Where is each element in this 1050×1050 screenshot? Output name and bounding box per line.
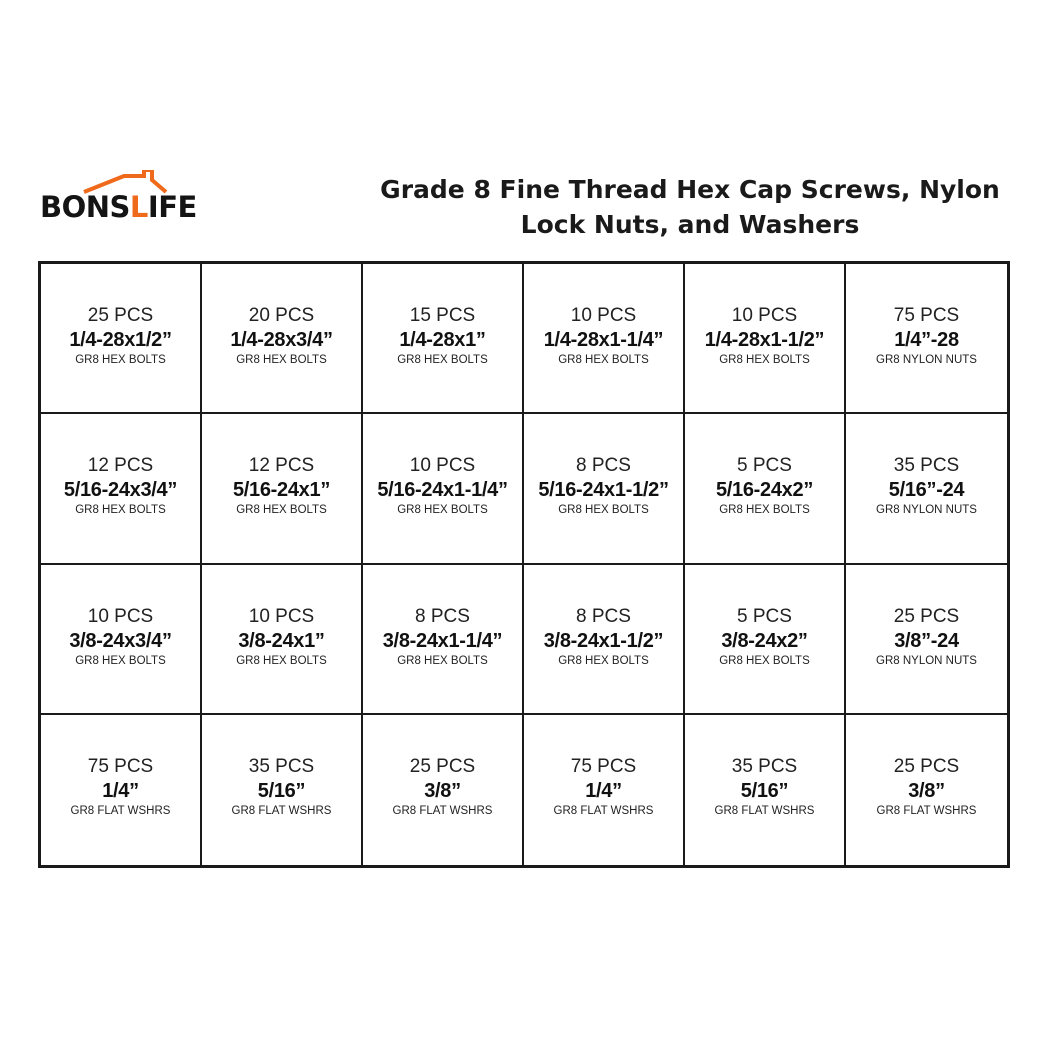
cell-description: GR8 FLAT WSHRS [231,804,332,817]
cell-description: GR8 NYLON NUTS [876,504,977,517]
cell-description: GR8 HEX BOLTS [236,354,327,366]
cell-quantity: 35 PCS [893,455,960,477]
title-line-1: Grade 8 Fine Thread Hex Cap Screws, Nylon [380,175,1000,204]
grid-cell [202,414,363,564]
grid-cell [685,565,846,715]
cell-quantity: 5 PCS [737,605,792,627]
cell-quantity: 75 PCS [87,755,154,777]
cell-description: GR8 HEX BOLTS [75,354,166,366]
cell-description: GR8 HEX BOLTS [75,654,166,667]
cell-size: 5/16” [740,779,789,802]
cell-size: 3/8” [908,779,945,802]
cell-description: GR8 HEX BOLTS [558,504,649,517]
cell-quantity: 35 PCS [731,755,798,777]
grid-cell [846,565,1007,715]
cell-description: GR8 FLAT WSHRS [876,804,977,817]
cell-quantity: 10 PCS [248,605,315,627]
grid-cell [41,414,202,564]
cell-description: GR8 HEX BOLTS [397,654,488,667]
grid-cell [524,715,685,865]
cell-size: 1/4-28x1” [399,329,486,351]
grid-cell [685,414,846,564]
brand-wordmark [40,190,197,224]
grid-cell [41,264,202,414]
cell-description: GR8 NYLON NUTS [876,354,977,366]
grid-cell [363,264,524,414]
grid-cell [846,414,1007,564]
page-title [360,172,1020,242]
cell-size: 3/8-24x1-1/2” [543,629,664,652]
cell-description: GR8 NYLON NUTS [876,654,977,667]
cell-quantity: 8 PCS [576,605,631,627]
cell-quantity: 25 PCS [409,755,476,777]
cell-size: 1/4”-28 [894,329,959,351]
cell-description: GR8 HEX BOLTS [719,354,810,366]
cell-description: GR8 HEX BOLTS [236,654,327,667]
grid-cell [524,414,685,564]
cell-quantity: 75 PCS [893,305,960,326]
cell-quantity: 15 PCS [409,305,476,326]
cell-quantity: 25 PCS [893,755,960,777]
cell-description: GR8 FLAT WSHRS [553,804,654,817]
cell-size: 5/16”-24 [888,479,965,502]
cell-size: 5/16-24x1” [232,479,331,502]
cell-description: GR8 HEX BOLTS [558,354,649,366]
cell-size: 3/8-24x2” [721,629,808,652]
cell-quantity: 20 PCS [248,305,315,326]
cell-size: 5/16” [257,779,306,802]
grid-cell [41,565,202,715]
grid-cell [846,715,1007,865]
cell-size: 5/16-24x3/4” [63,479,178,502]
grid-cell [363,715,524,865]
cell-quantity: 10 PCS [570,305,637,326]
cell-size: 3/8” [424,779,461,802]
cell-size: 5/16-24x1-1/4” [377,479,508,502]
brand-part-2: L [129,190,148,224]
cell-size: 5/16-24x2” [715,479,814,502]
cell-quantity: 5 PCS [737,455,792,477]
cell-size: 3/8-24x1” [238,629,325,652]
cell-description: GR8 HEX BOLTS [236,504,327,517]
cell-description: GR8 FLAT WSHRS [392,804,493,817]
cell-quantity: 10 PCS [731,305,798,326]
cell-size: 3/8-24x1-1/4” [382,629,503,652]
cell-description: GR8 HEX BOLTS [397,354,488,366]
grid-cell [685,715,846,865]
cell-quantity: 8 PCS [576,455,631,477]
cell-quantity: 35 PCS [248,755,315,777]
cell-description: GR8 FLAT WSHRS [70,804,171,817]
title-line-2: Lock Nuts, and Washers [520,210,860,239]
brand-logo [40,170,230,230]
cell-size: 5/16-24x1-1/2” [538,479,669,502]
cell-quantity: 12 PCS [248,455,315,477]
cell-size: 3/8-24x3/4” [69,629,172,652]
grid-cell [363,414,524,564]
cell-description: GR8 HEX BOLTS [719,504,810,517]
brand-part-3: IFE [147,190,197,224]
cell-size: 3/8”-24 [894,629,959,652]
cell-quantity: 12 PCS [87,455,154,477]
cell-quantity: 25 PCS [87,305,154,326]
grid-cell [202,264,363,414]
grid-cell [202,565,363,715]
grid-cell [846,264,1007,414]
cell-description: GR8 HEX BOLTS [719,654,810,667]
cell-size: 1/4” [102,779,139,802]
cell-size: 1/4-28x3/4” [230,329,333,351]
cell-quantity: 75 PCS [570,755,637,777]
cell-description: GR8 HEX BOLTS [397,504,488,517]
grid-cell [202,715,363,865]
cell-size: 1/4-28x1/2” [69,329,172,351]
cell-quantity: 8 PCS [415,605,470,627]
cell-description: GR8 HEX BOLTS [558,654,649,667]
grid-cell [685,264,846,414]
cell-quantity: 10 PCS [87,605,154,627]
cell-description: GR8 FLAT WSHRS [714,804,815,817]
cell-quantity: 25 PCS [893,605,960,627]
grid-cell [524,565,685,715]
contents-grid [38,261,1010,868]
grid-cell [41,715,202,865]
cell-description: GR8 HEX BOLTS [75,504,166,517]
grid-cell [363,565,524,715]
cell-size: 1/4” [585,779,622,802]
brand-part-1: BONS [40,190,130,224]
cell-quantity: 10 PCS [409,455,476,477]
cell-size: 1/4-28x1-1/4” [543,329,664,351]
grid-cell [524,264,685,414]
cell-size: 1/4-28x1-1/2” [704,329,825,351]
